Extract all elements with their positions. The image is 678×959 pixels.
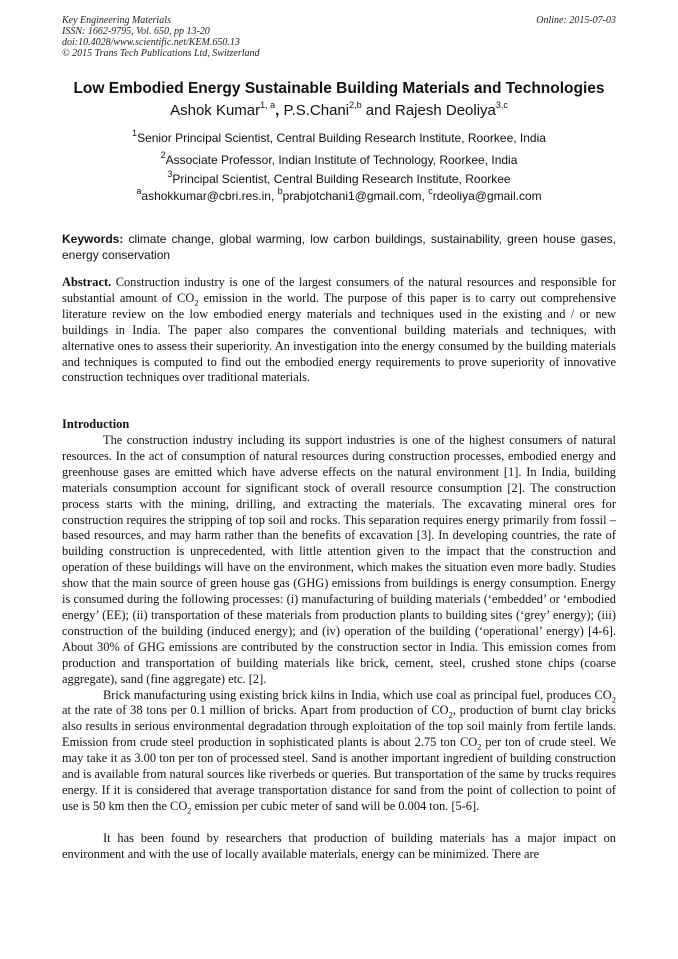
subscript: 2 [611, 693, 616, 704]
subscript: 2 [448, 709, 453, 720]
author-affiliation-mark: 1, a [260, 100, 276, 110]
email-text: ashokkumar@cbri.res.in, [141, 189, 278, 203]
author-separator: and [361, 102, 395, 119]
affiliation-2 [40, 150, 638, 167]
affiliation-text: Associate Professor, Indian Institute of Technology, Roorkee, India [165, 153, 518, 167]
email-text: rdeoliya@gmail.com [432, 189, 542, 203]
keywords-section [62, 231, 616, 263]
introduction-body [62, 433, 616, 862]
paragraph: The construction industry including its support industries is one of the highest consumers of natural resources. In the act of consumption of natural resources during construction processes, embodied energy and greenhouse gases are emitted which have adverse effects on the natural environment [1]. In India, building materials consumption account for significant stock of overall resource consumption [2]. The construction process starts with the mining, drilling, and extracting the materials. The excavating mineral ores for construction requires the stripping of top soil and rocks. This separation requires energy primarily from fossil –based resources, and may harm rather than the benefits of excavation [3]. In developing countries, the rate of building construction is unprecedented, with little attention given to the impact that the construction and operation of these buildings will have on the environment, which makes the situation even more badly. Studies show that the main source of green house gas (GHG) emissions from buildings is energy consumption. Energy is consumed during the following processes: (i) manufacturing of building materials (‘embedded’ or ‘embodied energy’ (EE); (ii) transportation of these materials from production plants to building sites (‘grey’ energy); (iii) construction of the building (induced energy); and (iv) operation of the building (‘operational’ energy) [4-6]. About 30% of GHG emissions are contributed by the construction sector in India. This emission comes from production and transportation of building materials like brick, cement, steel, crushed stone chips (coarse aggregate), sand (fine aggregate) etc. [2]. [62, 433, 616, 686]
paragraph-text: at the rate of 38 tons per 0.1 million of bricks. Apart from production of CO [62, 703, 449, 718]
online-date: Online: 2015-07-03 [536, 15, 616, 26]
abstract-section [62, 275, 616, 386]
abstract-text: Construction industry is one of the largest consumers of the natural resources and responsible for substantial amount of CO [62, 275, 616, 305]
section-heading: Introduction [62, 417, 130, 431]
author-affiliation-mark: 3,c [495, 100, 508, 110]
email-mark: b [277, 186, 283, 196]
affiliation-text: Principal Scientist, Central Building Research Institute, Roorkee [172, 172, 511, 186]
issn-line: ISSN: 1662-9795, Vol. 650, pp 13-20 [62, 26, 210, 37]
paragraph-text: Brick manufacturing using existing brick kilns in India, which use coal as principal fuel, produces CO [103, 687, 612, 702]
email-mark: a [136, 186, 142, 196]
email-text: prabjotchani1@gmail.com, [282, 189, 429, 203]
author-name: Rajesh Deoliya [395, 102, 496, 119]
author-separator: , [275, 102, 284, 119]
affiliation-mark: 3 [167, 169, 173, 179]
keywords-text: climate change, global warming, low carbon buildings, sustainability, green house gases, energy conservation [62, 232, 616, 262]
journal-name: Key Engineering Materials [62, 15, 171, 26]
subscript: 2 [194, 297, 199, 308]
affiliation-text: Senior Principal Scientist, Central Building Research Institute, Roorkee, India [137, 131, 546, 145]
affiliation-mark: 1 [132, 128, 138, 138]
author-list [40, 101, 638, 121]
paragraph: It has been found by researchers that production of building materials has a major impact on environment and with the use of locally available materials, energy can be minimized. There are [62, 830, 616, 861]
paragraph-text: , production of burnt clay bricks also results in serious environmental degradation through exploitation of the top soil mainly from fertile lands. Emission from crude steel production in sophisticated plants is about 2.75 ton CO [62, 703, 616, 750]
email-line [40, 186, 638, 203]
affiliation-3 [40, 169, 638, 186]
author-name: Ashok Kumar [170, 102, 261, 119]
abstract-label: Abstract. [62, 275, 112, 289]
subscript: 2 [477, 741, 482, 752]
author-name: P.S.Chani [283, 102, 350, 119]
abstract-text: emission in the world. The purpose of this paper is to carry out comprehensive literature review on the low embodied energy materials and techniques used in the existing and / or new buildings in India. The paper also compares the conventional building materials and techniques, with alternative ones to assess their superiority. An investigation into the energy consumed by the building materials and techniques is computed to find out the embodied energy requirements to prove superiority of innovative construction techniques over traditional materials. [62, 290, 616, 385]
doi-line: doi:10.4028/www.scientific.net/KEM.650.13 [62, 37, 240, 48]
subscript: 2 [187, 805, 192, 816]
affiliation-mark: 2 [160, 150, 166, 160]
keywords-label: Keywords: [62, 232, 124, 246]
journal-header [62, 15, 616, 59]
paragraph-text: emission per cubic meter of sand will be 0.004 ton. [5-6]. [191, 798, 480, 813]
copyright-line: © 2015 Trans Tech Publications Ltd, Switzerland [62, 48, 260, 59]
affiliation-1 [40, 128, 638, 145]
email-mark: c [428, 186, 433, 196]
author-affiliation-mark: 2,b [349, 100, 362, 110]
paragraph [62, 688, 616, 815]
paragraph-text: per ton of crude steel. We may take it as 3.00 ton per ton of processed steel. Sand is another important ingredient of building construction and is available from natural sources like riverbeds or queries. But transportation of the same by trucks requires energy. If it is considered that average transportation distance for sand from the point of collection to point of use is 50 km then the CO [62, 735, 616, 813]
paper-title: Low Embodied Energy Sustainable Building Materials and Technologies [73, 80, 605, 97]
